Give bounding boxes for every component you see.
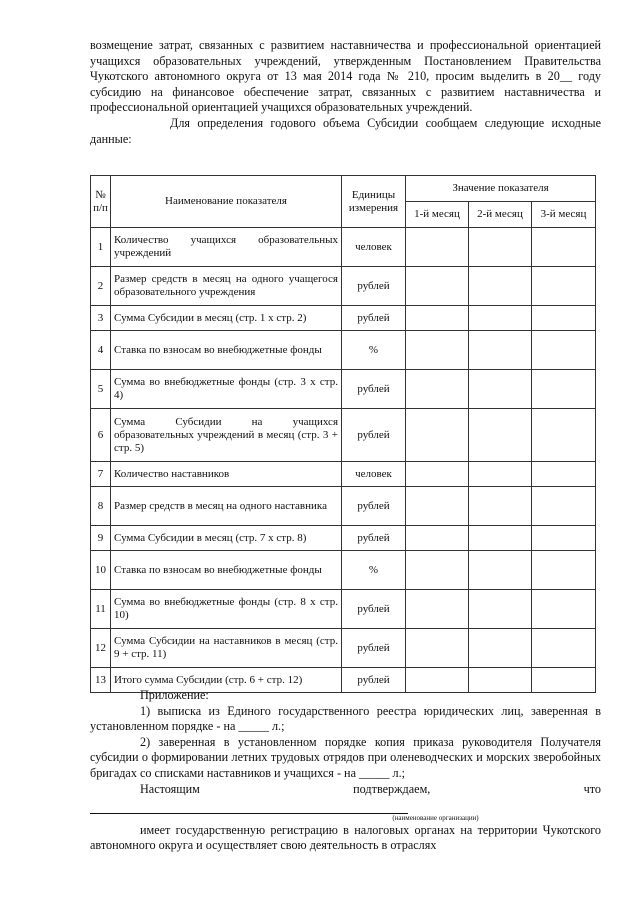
row-name: Сумма во внебюджетные фонды (стр. 3 x стр. 4): [111, 370, 342, 409]
row-num: 4: [91, 331, 111, 370]
appendix-title: Приложение:: [140, 688, 209, 702]
value-cell-m2[interactable]: [469, 487, 532, 526]
value-cell-m3[interactable]: [532, 462, 596, 487]
organization-caption: (наименование организации): [392, 813, 479, 822]
closing-paragraph: имеет государственную регистрацию в налоговых органах на территории Чукотского автономного округа и осуществляет свою деятельность в отраслях: [90, 822, 601, 853]
value-cell-m1[interactable]: [406, 462, 469, 487]
row-name: Ставка по взносам во внебюджетные фонды: [111, 331, 342, 370]
header-num: № п/п: [91, 176, 111, 228]
value-cell-m1[interactable]: [406, 409, 469, 462]
value-cell-m3[interactable]: [532, 551, 596, 590]
value-cell-m3[interactable]: [532, 228, 596, 267]
value-cell-m3[interactable]: [532, 370, 596, 409]
organization-name-field[interactable]: [90, 797, 408, 814]
row-unit: рублей: [342, 409, 406, 462]
intro-paragraph-1: возмещение затрат, связанных с развитием наставничества и профессиональной ориентацией учащихся образовательных учреждений, утвержденным Постановлением Правительства Чукотского автономного округа от 13 мая 2014 года № 210, просим выделить в 20__ году субсидию на финансовое обеспечение затрат, связанных с развитием наставничества и профессиональной ориентацией учащихся образовательных учреждений.: [90, 38, 601, 115]
row-unit: рублей: [342, 629, 406, 668]
value-cell-m3[interactable]: [532, 306, 596, 331]
row-num: 6: [91, 409, 111, 462]
table-row: [91, 629, 596, 668]
row-num: 13: [91, 668, 111, 693]
confirm-line: [90, 782, 601, 814]
value-cell-m1[interactable]: [406, 331, 469, 370]
value-cell-m1[interactable]: [406, 526, 469, 551]
table-row: [91, 370, 596, 409]
value-cell-m3[interactable]: [532, 590, 596, 629]
intro-paragraph-2: Для определения годового объема Субсидии сообщаем следующие исходные данные:: [90, 115, 601, 146]
header-month-2: 2-й месяц: [469, 202, 532, 228]
appendix-item-2: 2) заверенная в установленном порядке копия приказа руководителя Получателя субсидии о формировании летних трудовых отрядов при оленеводческих и морских зверобойных бригадах со списками наставников и учащихся - на _____ л.;: [90, 734, 601, 780]
row-num: 10: [91, 551, 111, 590]
table-header-row: [91, 176, 596, 202]
row-num: 8: [91, 487, 111, 526]
value-cell-m2[interactable]: [469, 306, 532, 331]
row-name: Ставка по взносам во внебюджетные фонды: [111, 551, 342, 590]
row-name: Сумма Субсидии в месяц (стр. 1 x стр. 2): [111, 306, 342, 331]
value-cell-m3[interactable]: [532, 526, 596, 551]
value-cell-m3[interactable]: [532, 629, 596, 668]
value-cell-m1[interactable]: [406, 590, 469, 629]
row-unit: человек: [342, 462, 406, 487]
table-row: [91, 306, 596, 331]
row-name: Размер средств в месяц на одного учащегося образовательного учреждения: [111, 267, 342, 306]
value-cell-m1[interactable]: [406, 370, 469, 409]
value-cell-m2[interactable]: [469, 551, 532, 590]
value-cell-m2[interactable]: [469, 462, 532, 487]
table-row: [91, 462, 596, 487]
value-cell-m1[interactable]: [406, 487, 469, 526]
row-num: 5: [91, 370, 111, 409]
value-cell-m3[interactable]: [532, 331, 596, 370]
table-row: [91, 487, 596, 526]
row-num: 2: [91, 267, 111, 306]
row-num: 12: [91, 629, 111, 668]
value-cell-m3[interactable]: [532, 487, 596, 526]
row-unit: %: [342, 551, 406, 590]
row-unit: рублей: [342, 267, 406, 306]
table-row: [91, 551, 596, 590]
value-cell-m1[interactable]: [406, 306, 469, 331]
header-name: Наименование показателя: [111, 176, 342, 228]
row-unit: рублей: [342, 370, 406, 409]
confirm-text: Настоящим подтверждаем, что: [140, 781, 601, 796]
header-month-1: 1-й месяц: [406, 202, 469, 228]
row-name: Сумма Субсидии на учащихся образовательных учреждений в месяц (стр. 3 + стр. 5): [111, 409, 342, 462]
row-num: 11: [91, 590, 111, 629]
intro-text: [90, 38, 601, 147]
table-row: [91, 228, 596, 267]
row-unit: человек: [342, 228, 406, 267]
indicators-table: [90, 175, 596, 693]
row-name: Сумма во внебюджетные фонды (стр. 8 x стр. 10): [111, 590, 342, 629]
value-cell-m1[interactable]: [406, 228, 469, 267]
row-unit: %: [342, 331, 406, 370]
appendix-section: [90, 688, 601, 854]
value-cell-m3[interactable]: [532, 267, 596, 306]
table-row: [91, 409, 596, 462]
value-cell-m2[interactable]: [469, 590, 532, 629]
row-name: Итого сумма Субсидии (стр. 6 + стр. 12): [111, 668, 342, 693]
value-cell-m2[interactable]: [469, 370, 532, 409]
header-month-3: 3-й месяц: [532, 202, 596, 228]
row-name: Количество учащихся образовательных учреждений: [111, 228, 342, 267]
row-unit: рублей: [342, 668, 406, 693]
row-num: 3: [91, 306, 111, 331]
value-cell-m1[interactable]: [406, 629, 469, 668]
appendix-item-1: 1) выписка из Единого государственного реестра юридических лиц, заверенная в установленном порядке - на _____ л.;: [90, 703, 601, 734]
value-cell-m2[interactable]: [469, 267, 532, 306]
row-num: 9: [91, 526, 111, 551]
row-unit: рублей: [342, 487, 406, 526]
value-cell-m2[interactable]: [469, 409, 532, 462]
row-name: Сумма Субсидии на наставников в месяц (стр. 9 + стр. 11): [111, 629, 342, 668]
value-cell-m1[interactable]: [406, 551, 469, 590]
table-row: [91, 590, 596, 629]
header-value: Значение показателя: [406, 176, 596, 202]
row-num: 7: [91, 462, 111, 487]
value-cell-m2[interactable]: [469, 629, 532, 668]
table-row: [91, 526, 596, 551]
row-name: Количество наставников: [111, 462, 342, 487]
row-unit: рублей: [342, 590, 406, 629]
value-cell-m2[interactable]: [469, 526, 532, 551]
row-name: Сумма Субсидии в месяц (стр. 7 x стр. 8): [111, 526, 342, 551]
value-cell-m2[interactable]: [469, 228, 532, 267]
value-cell-m1[interactable]: [406, 267, 469, 306]
table-row: [91, 331, 596, 370]
row-num: 1: [91, 228, 111, 267]
row-name: Размер средств в месяц на одного наставника: [111, 487, 342, 526]
table-row: [91, 267, 596, 306]
row-unit: рублей: [342, 526, 406, 551]
header-unit: Единицы измерения: [342, 176, 406, 228]
value-cell-m2[interactable]: [469, 331, 532, 370]
value-cell-m3[interactable]: [532, 409, 596, 462]
row-unit: рублей: [342, 306, 406, 331]
